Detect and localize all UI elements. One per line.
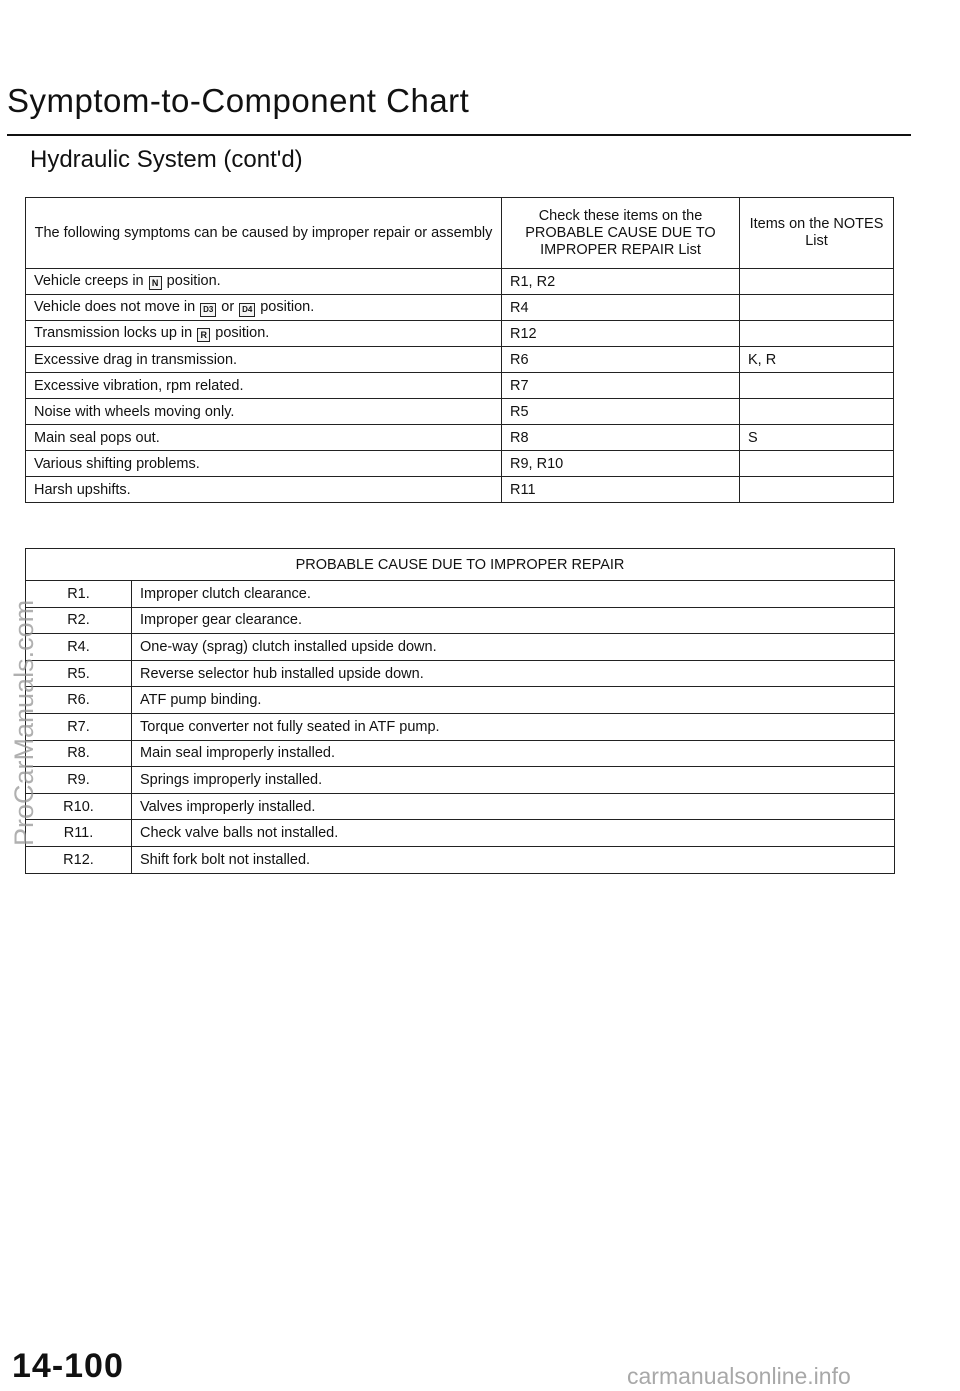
side-watermark: ProCarManuals.com bbox=[9, 599, 39, 846]
cause-text: Valves improperly installed. bbox=[132, 793, 895, 820]
header-symptoms: The following symptoms can be caused by improper repair or assembly bbox=[26, 198, 502, 269]
page-subtitle: Hydraulic System (cont'd) bbox=[30, 146, 303, 173]
cause-text: Check valve balls not installed. bbox=[132, 820, 895, 847]
table-row bbox=[26, 425, 894, 451]
table-row bbox=[26, 767, 895, 794]
table-row bbox=[26, 269, 894, 295]
page-title: Symptom-to-Component Chart bbox=[7, 82, 470, 119]
table-row bbox=[26, 793, 895, 820]
check-cell: R6 bbox=[502, 347, 740, 373]
table-row bbox=[26, 295, 894, 321]
cause-text: One-way (sprag) clutch installed upside down. bbox=[132, 634, 895, 661]
header-check-items: Check these items on the PROBABLE CAUSE DUE TO IMPROPER REPAIR List bbox=[502, 198, 740, 269]
table-row bbox=[26, 451, 894, 477]
cause-code: R9. bbox=[26, 767, 132, 794]
cause-code: R6. bbox=[26, 687, 132, 714]
cause-text: Improper gear clearance. bbox=[132, 607, 895, 634]
gear-r-icon: R bbox=[197, 328, 210, 342]
symptom-text: or bbox=[217, 298, 239, 315]
symptom-cell: Excessive vibration, rpm related. bbox=[26, 373, 502, 399]
title-divider bbox=[7, 134, 911, 136]
cause-code: R12. bbox=[26, 846, 132, 873]
cause-code: R4. bbox=[26, 634, 132, 661]
symptom-cell bbox=[26, 321, 502, 347]
notes-cell bbox=[740, 321, 894, 347]
symptom-text: Transmission locks up in bbox=[34, 325, 197, 341]
table-row bbox=[26, 687, 895, 714]
cause-code: R8. bbox=[26, 740, 132, 767]
table-row bbox=[26, 581, 895, 608]
check-cell: R7 bbox=[502, 373, 740, 399]
symptom-cell: Noise with wheels moving only. bbox=[26, 399, 502, 425]
table-row bbox=[26, 477, 894, 503]
symptom-text: Vehicle does not move in bbox=[34, 298, 200, 315]
cause-code: R1. bbox=[26, 581, 132, 608]
symptom-table bbox=[25, 197, 894, 503]
check-cell: R12 bbox=[502, 321, 740, 347]
check-cell: R1, R2 bbox=[502, 269, 740, 295]
cause-code: R5. bbox=[26, 660, 132, 687]
table-row bbox=[26, 399, 894, 425]
header-notes: Items on the NOTES List bbox=[740, 198, 894, 269]
check-cell: R9, R10 bbox=[502, 451, 740, 477]
cause-table-header bbox=[26, 549, 895, 581]
symptom-text: position. bbox=[211, 325, 270, 341]
table-row bbox=[26, 846, 895, 873]
symptom-text: position. bbox=[162, 273, 221, 289]
table-row bbox=[26, 347, 894, 373]
table-row bbox=[26, 660, 895, 687]
notes-cell bbox=[740, 477, 894, 503]
cause-table bbox=[25, 548, 895, 874]
notes-cell: S bbox=[740, 425, 894, 451]
cause-text: Springs improperly installed. bbox=[132, 767, 895, 794]
cause-text: Torque converter not fully seated in ATF pump. bbox=[132, 713, 895, 740]
table-row bbox=[26, 820, 895, 847]
table-row bbox=[26, 713, 895, 740]
gear-n-icon: N bbox=[149, 276, 162, 290]
symptom-cell: Excessive drag in transmission. bbox=[26, 347, 502, 373]
footer-watermark: carmanualsonline.info bbox=[627, 1363, 851, 1389]
symptom-cell bbox=[26, 295, 502, 321]
symptom-cell bbox=[26, 269, 502, 295]
symptom-text: Vehicle creeps in bbox=[34, 273, 148, 289]
table-row bbox=[26, 634, 895, 661]
table-row bbox=[26, 321, 894, 347]
gear-d4-icon: D4 bbox=[239, 303, 255, 317]
cause-text: Main seal improperly installed. bbox=[132, 740, 895, 767]
symptom-cell: Harsh upshifts. bbox=[26, 477, 502, 503]
cause-text: ATF pump binding. bbox=[132, 687, 895, 714]
cause-header: PROBABLE CAUSE DUE TO IMPROPER REPAIR bbox=[26, 549, 895, 581]
cause-code: R10. bbox=[26, 793, 132, 820]
symptom-table-header bbox=[26, 198, 894, 269]
notes-cell bbox=[740, 399, 894, 425]
notes-cell: K, R bbox=[740, 347, 894, 373]
cause-code: R11. bbox=[26, 820, 132, 847]
gear-d3-icon: D3 bbox=[200, 303, 216, 317]
check-cell: R4 bbox=[502, 295, 740, 321]
check-cell: R11 bbox=[502, 477, 740, 503]
symptom-cell: Main seal pops out. bbox=[26, 425, 502, 451]
cause-code: R7. bbox=[26, 713, 132, 740]
cause-text: Reverse selector hub installed upside down. bbox=[132, 660, 895, 687]
cause-text: Improper clutch clearance. bbox=[132, 581, 895, 608]
table-row bbox=[26, 373, 894, 399]
notes-cell bbox=[740, 295, 894, 321]
notes-cell bbox=[740, 373, 894, 399]
check-cell: R5 bbox=[502, 399, 740, 425]
page-number: 14-100 bbox=[12, 1347, 124, 1385]
symptom-cell: Various shifting problems. bbox=[26, 451, 502, 477]
notes-cell bbox=[740, 269, 894, 295]
check-cell: R8 bbox=[502, 425, 740, 451]
notes-cell bbox=[740, 451, 894, 477]
cause-text: Shift fork bolt not installed. bbox=[132, 846, 895, 873]
table-row bbox=[26, 740, 895, 767]
symptom-text: position. bbox=[256, 298, 315, 315]
table-row bbox=[26, 607, 895, 634]
cause-code: R2. bbox=[26, 607, 132, 634]
